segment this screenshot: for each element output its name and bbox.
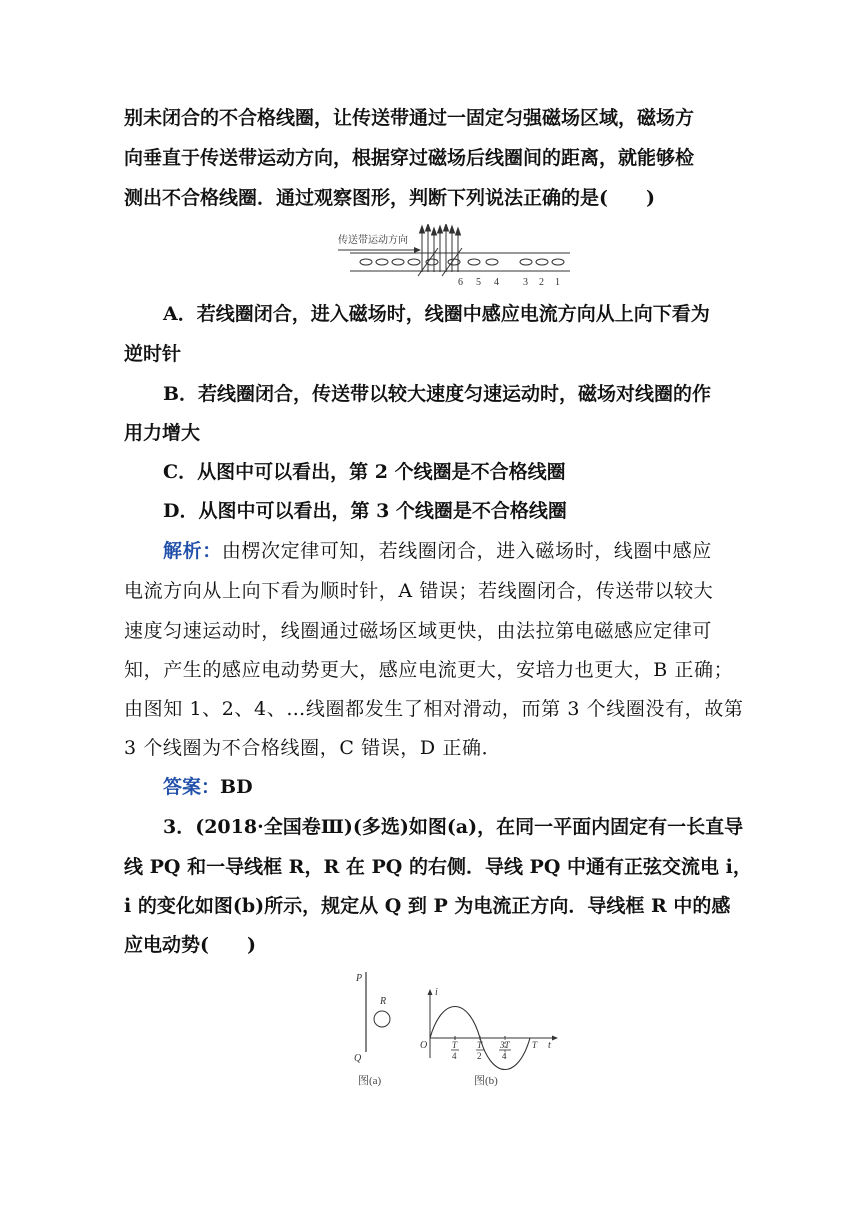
tick-T4-den: 4	[452, 1051, 457, 1061]
coil-number-3: 3	[523, 277, 528, 288]
option-d: D．从图中可以看出，第 3 个线圈是不合格线圈	[163, 500, 567, 522]
tick-T-label: T	[532, 1040, 538, 1050]
coil-number-2: 2	[539, 277, 544, 288]
answer-line	[163, 775, 783, 799]
solution-line-4: 知，产生的感应电动势更大，感应电流更大，安培力也更大，B 正确；	[124, 659, 734, 681]
option-b-line-1: B．若线圈闭合，传送带以较大速度匀速运动时，磁场对线圈的作	[163, 383, 712, 405]
caption-b: 图(b)	[474, 1075, 498, 1087]
answer-label: 答案：	[163, 776, 221, 798]
conveyor-figure	[330, 224, 580, 290]
solution-line-6: 3 个线圈为不合格线圈，C 错误，D 正确．	[124, 737, 502, 759]
question3-line-1: 3．(2018·全国卷Ⅲ)(多选)如图(a)，在同一平面内固定有一长直导	[163, 816, 744, 838]
coil-number-1: 1	[555, 277, 560, 288]
solution-line-2: 电流方向从上向下看为顺时针，A 错误；若线圈闭合，传送带以较大	[124, 580, 714, 602]
coil-number-6: 6	[458, 277, 463, 288]
label-P: P	[356, 973, 363, 984]
intro-line-1: 别未闭合的不合格线圈，让传送带通过一固定匀强磁场区域，磁场方	[124, 107, 695, 129]
question3-line-2: 线 PQ 和一导线框 R，R 在 PQ 的右侧．导线 PQ 中通有正弦交流电 i，	[124, 856, 752, 878]
coil-number-5: 5	[476, 277, 481, 288]
tick-T2-num: T	[477, 1040, 483, 1050]
intro-line-2: 向垂直于传送带运动方向，根据穿过磁场后线圈间的距离，就能够检	[124, 147, 695, 169]
tick-3T4-num: 3T	[500, 1040, 510, 1050]
solution-line-1	[163, 539, 783, 563]
axis-t-arrowhead	[552, 1036, 558, 1041]
axis-i-label: i	[435, 987, 438, 998]
label-R: R	[380, 996, 387, 1007]
direction-arrowhead	[414, 247, 421, 253]
coil-R	[374, 1011, 390, 1027]
axis-t-label: t	[548, 1040, 551, 1051]
solution-line-5: 由图知 1、2、4、…线圈都发生了相对滑动，而第 3 个线圈没有，故第	[124, 698, 744, 720]
solution-text-1: 由楞次定律可知，若线圈闭合，进入磁场时，线圈中感应	[221, 540, 712, 562]
solution-line-3: 速度匀速运动时，线圈通过磁场区域更快，由法拉第电磁感应定律可	[124, 620, 713, 642]
question3-figure	[340, 966, 570, 1092]
tick-3T4-den: 4	[502, 1051, 507, 1061]
intro-line-3: 测出不合格线圈．通过观察图形，判断下列说法正确的是( )	[124, 187, 655, 209]
conveyor-direction-label: 传送带运动方向	[338, 235, 408, 246]
question3-line-4: 应电动势( )	[124, 934, 256, 956]
caption-a: 图(a)	[358, 1075, 382, 1087]
axis-i-arrowhead	[428, 989, 433, 995]
question3-line-3: i 的变化如图(b)所示，规定从 Q 到 P 为电流正方向．导线框 R 中的感	[124, 895, 731, 917]
answer-value: BD	[220, 776, 253, 798]
option-b-line-2: 用力增大	[124, 422, 201, 444]
tick-T4-num: T	[452, 1040, 458, 1050]
coil-number-4: 4	[494, 277, 499, 288]
option-a-line-1: A．若线圈闭合，进入磁场时，线圈中感应电流方向从上向下看为	[163, 303, 710, 325]
option-c: C．从图中可以看出，第 2 个线圈是不合格线圈	[163, 461, 566, 483]
coils	[360, 259, 564, 265]
solution-label: 解析：	[163, 540, 222, 562]
label-Q: Q	[354, 1053, 362, 1064]
origin-label: O	[420, 1040, 428, 1051]
tick-T2-den: 2	[477, 1051, 482, 1061]
option-a-line-2: 逆时针	[124, 343, 182, 365]
